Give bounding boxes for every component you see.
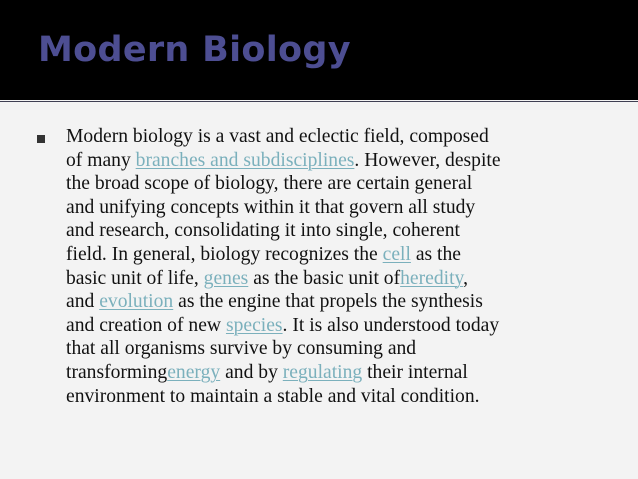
title-divider [0, 101, 638, 102]
paragraph-text: . However, despite [354, 149, 501, 171]
paragraph-text: and creation of new [66, 314, 226, 336]
slide-title: Modern Biology [38, 30, 351, 70]
paragraph-line [66, 196, 606, 220]
paragraph-text: their internal [362, 361, 468, 383]
paragraph-text: and unifying concepts within it that govern all study [66, 196, 476, 218]
link-regulating[interactable]: regulating [282, 361, 363, 383]
paragraph-text: the broad scope of biology, there are certain general [66, 173, 473, 195]
paragraph-line [66, 385, 606, 409]
paragraph-line [66, 172, 606, 196]
paragraph-text: of many [66, 149, 136, 171]
paragraph-line [66, 290, 606, 314]
link-evolution[interactable]: evolution [99, 291, 174, 313]
paragraph-text: as the basic unit of [248, 267, 401, 289]
paragraph-text: transforming [66, 361, 168, 383]
title-band [0, 0, 638, 100]
paragraph-text: , [463, 267, 468, 289]
link-species[interactable]: species [225, 314, 283, 336]
paragraph-line [66, 149, 606, 173]
paragraph-text: and by [220, 361, 283, 383]
square-bullet-icon [37, 135, 45, 143]
link-heredity[interactable]: heredity [400, 267, 464, 289]
link-energy[interactable]: energy [167, 361, 221, 383]
paragraph-text: as the [410, 243, 461, 265]
paragraph-text: and research, consolidating it into single, coherent [66, 220, 460, 242]
paragraph-line [66, 314, 606, 338]
paragraph-text: basic unit of life, [66, 267, 204, 289]
paragraph-line [66, 125, 606, 149]
paragraph-line [66, 361, 606, 385]
link-branches-and-subdisciplines[interactable]: branches and subdisciplines [135, 149, 355, 171]
paragraph-text: and [66, 291, 100, 313]
paragraph-text: as the engine that propels the synthesis [173, 291, 483, 313]
paragraph-text: Modern biology is a vast and eclectic field, composed [66, 126, 489, 147]
paragraph-line [66, 219, 606, 243]
paragraph-line [66, 243, 606, 267]
paragraph-line [66, 267, 606, 291]
paragraph-text: environment to maintain a stable and vital condition. [66, 385, 480, 407]
paragraph-line [66, 337, 606, 361]
paragraph-text: . It is also understood today [282, 314, 500, 336]
body-paragraph [66, 125, 606, 408]
paragraph-text: that all organisms survive by consuming and [66, 338, 417, 360]
link-cell[interactable]: cell [382, 243, 411, 265]
paragraph-text: field. In general, biology recognizes the [66, 243, 383, 265]
link-genes[interactable]: genes [203, 267, 249, 289]
